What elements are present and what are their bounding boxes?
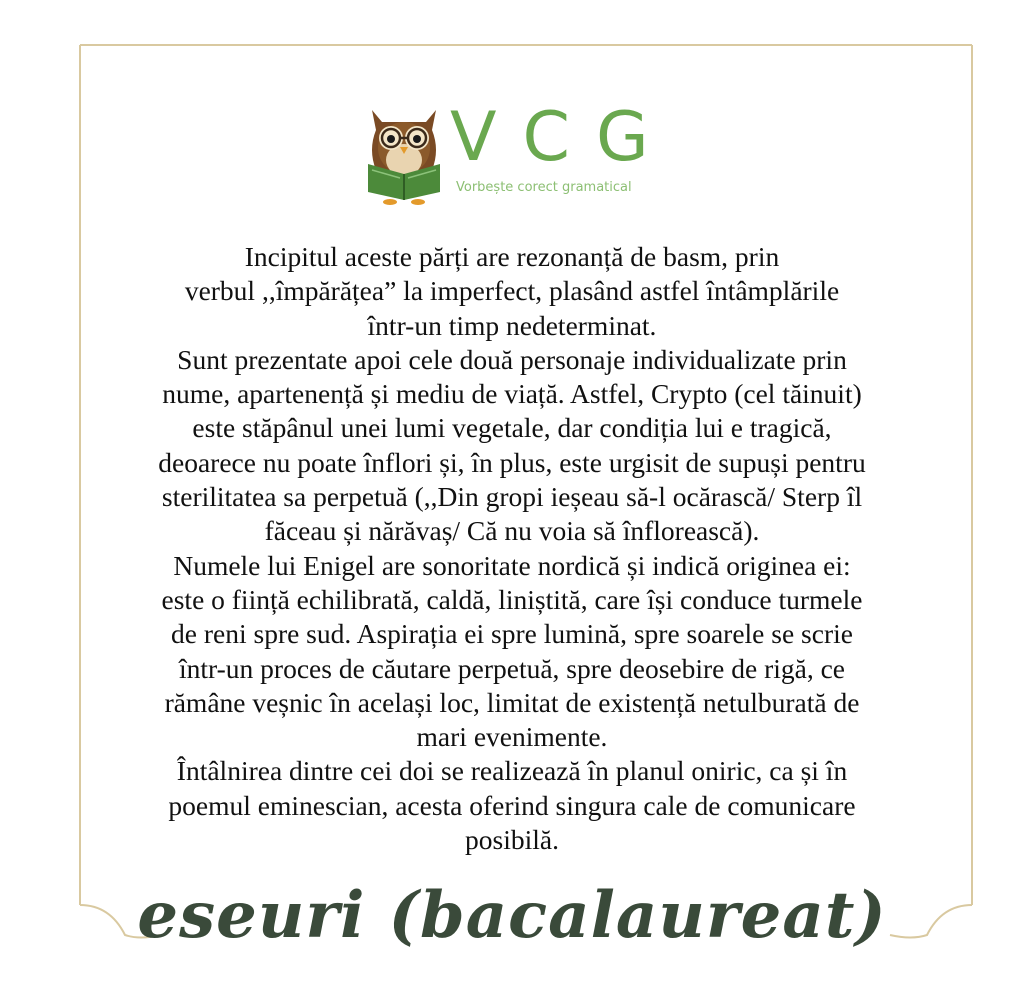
text-line: verbul ,,împărățea” la imperfect, plasând astfel întâmplările [184, 275, 840, 307]
owl-reading-book-icon [362, 100, 446, 206]
text-line: făceau și nărăvaș/ Că nu voia să înflorească). [264, 515, 760, 547]
text-line: rămâne veșnic în același loc, limitat de existență netulburată de [164, 686, 860, 718]
brand-tagline: Vorbește corect gramatical [456, 180, 632, 195]
text-line: posibilă. [465, 824, 559, 856]
text-line: Numele lui Enigel are sonoritate nordică și indică originea ei: [173, 549, 851, 581]
text-line: Sunt prezentate apoi cele două personaje individualizate prin [177, 343, 847, 375]
text-line: este o ființă echilibrată, caldă, liniștită, care își conduce turmele [161, 583, 863, 615]
text-line: Incipitul aceste părți are rezonanță de basm, prin [244, 241, 780, 272]
footer-title: eseuri (bacalaureat) [137, 878, 887, 953]
text-line: de reni spre sud. Aspirația ei spre lumină, spre soarele se scrie [171, 618, 853, 650]
text-line: mari evenimente. [416, 721, 608, 753]
text-line: nume, apartenență și mediu de viață. Astfel, Crypto (cel tăinuit) [162, 378, 862, 410]
brand-name: VCG [450, 98, 675, 177]
text-line: Întâlnirea dintre cei doi se realizează în planul oniric, ca și în [176, 755, 848, 787]
text-line: într-un timp nedeterminat. [367, 309, 657, 341]
text-line: poemul eminescian, acesta oferind singura cale de comunicare [168, 789, 856, 821]
text-line: într-un proces de căutare perpetuă, spre deosebire de rigă, ce [179, 652, 845, 684]
text-line: deoarece nu poate înflori și, în plus, este urgisit de supuși pentru [158, 446, 866, 478]
text-line: este stăpânul unei lumi vegetale, dar condiția lui e tragică, [192, 412, 832, 444]
vcg-logo [362, 98, 675, 210]
text-line: sterilitatea sa perpetuă (,,Din gropi ieșeau să-l ocărască/ Sterp îl [161, 481, 863, 513]
essay-text [84, 240, 940, 857]
